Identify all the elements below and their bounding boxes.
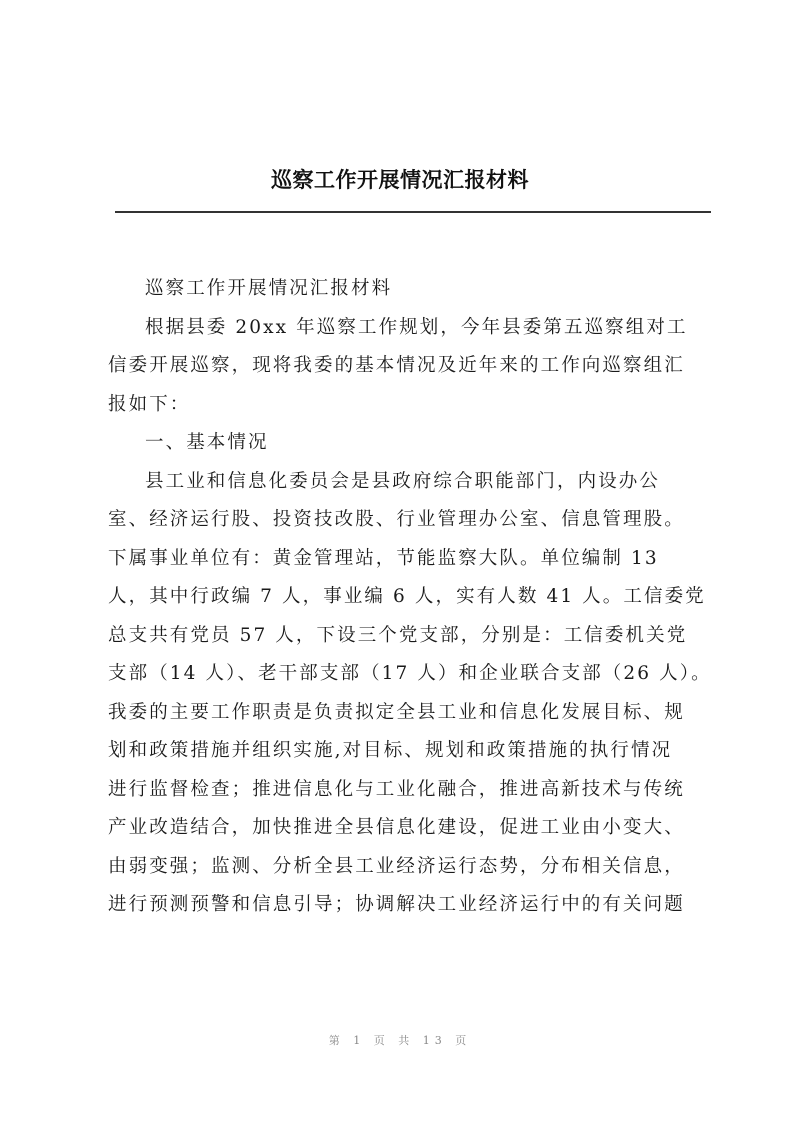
title-divider xyxy=(115,211,711,213)
paragraph-line: 进行监督检查；推进信息化与工业化融合，推进高新技术与传统 xyxy=(108,778,685,800)
paragraph-line: 报如下： xyxy=(108,393,191,415)
paragraph-line: 总支共有党员 57 人，下设三个党支部，分别是：工信委机关党 xyxy=(108,624,688,646)
paragraph-line: 进行预测预警和信息引导；协调解决工业经济运行中的有关问题 xyxy=(108,894,685,915)
paragraph-line: 巡察工作开展情况汇报材料 xyxy=(145,278,393,299)
section-heading: 一、基本情况 xyxy=(145,432,269,453)
document-title: 巡察工作开展情况汇报材料 xyxy=(271,168,529,192)
paragraph-line: 根据县委 20xx 年巡察工作规划，今年县委第五巡察组对工 xyxy=(145,316,688,338)
page-number-footer: 第 1 页 共 13 页 xyxy=(328,1034,472,1047)
paragraph-line: 产业改造结合，加快推进全县信息化建设，促进工业由小变大、 xyxy=(108,817,685,838)
paragraph-line: 下属事业单位有：黄金管理站，节能监察大队。单位编制 13 xyxy=(108,547,659,569)
paragraph-line: 信委开展巡察，现将我委的基本情况及近年来的工作向巡察组汇 xyxy=(108,355,685,376)
paragraph-line: 划和政策措施并组织实施,对目标、规划和政策措施的执行情况 xyxy=(108,740,673,761)
document-body xyxy=(108,270,712,925)
paragraph-line: 由弱变强；监测、分析全县工业经济运行态势，分布相关信息， xyxy=(108,855,685,877)
paragraph-line: 县工业和信息化委员会是县政府综合职能部门，内设办公 xyxy=(145,470,661,492)
paragraph-line: 人，其中行政编 7 人，事业编 6 人，实有人数 41 人。工信委党 xyxy=(108,586,706,607)
paragraph-line: 室、经济运行股、投资技改股、行业管理办公室、信息管理股。 xyxy=(108,509,685,530)
paragraph-line: 我委的主要工作职责是负责拟定全县工业和信息化发展目标、规 xyxy=(108,701,685,723)
paragraph-line: 支部（14 人）、老干部支部（17 人）和企业联合支部（26 人）。 xyxy=(108,663,712,684)
